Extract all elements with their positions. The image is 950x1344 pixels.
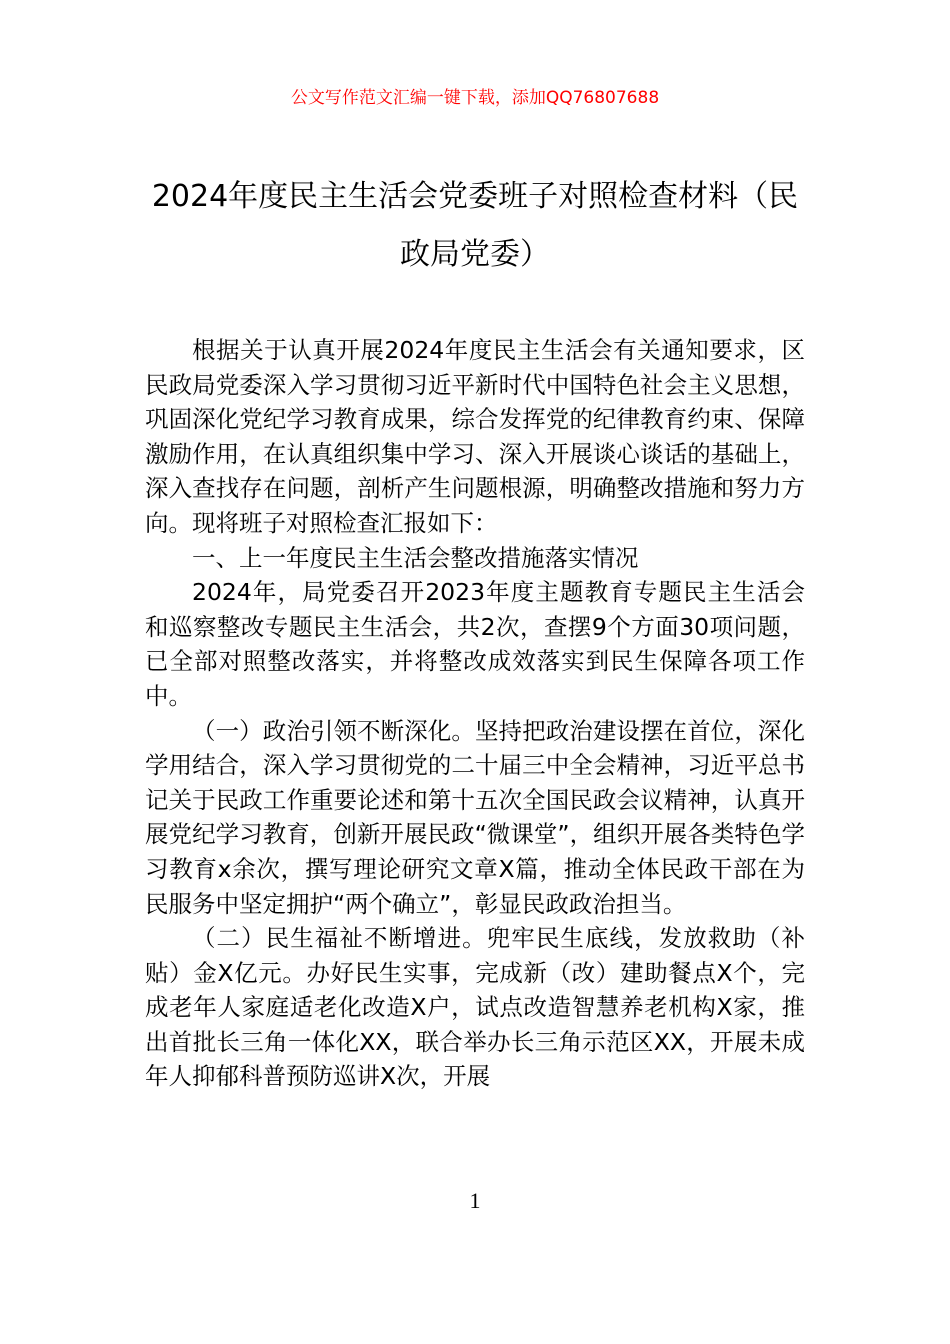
paragraph-intro: 根据关于认真开展2024年度民主生活会有关通知要求，区民政局党委深入学习贯彻习近平新时代中国特色社会主义思想，巩固深化党纪学习教育成果，综合发挥党的纪律教育约束、保障激励作用，在认真组织集中学习、深入开展谈心谈话的基础上，深入查找存在问题，剖析产生问题根源，明确整改措施和努力方向。现将班子对照检查汇报如下： bbox=[145, 336, 805, 537]
paragraph-summary: 2024年，局党委召开2023年度主题教育专题民主生活会和巡察整改专题民主生活会，共2次，查摆9个方面30项问题，已全部对照整改落实，并将整改成效落实到民生保障各项工作中。 bbox=[145, 578, 805, 710]
document-title: 2024年度民主生活会党委班子对照检查材料（民政局党委） bbox=[151, 179, 799, 272]
page-number: 1 bbox=[469, 1188, 481, 1213]
paragraph-political: （一）政治引领不断深化。坚持把政治建设摆在首位，深化学用结合，深入学习贯彻党的二十届三中全会精神，习近平总书记关于民政工作重要论述和第十五次全国民政会议精神，认真开展党纪学习教育，创新开展民政“微课堂”，组织开展各类特色学习教育x余次，撰写理论研究文章X篇，推动全体民政干部在为民服务中坚定拥护“两个确立”，彰显民政政治担当。 bbox=[145, 716, 805, 918]
document-body bbox=[145, 333, 805, 1094]
header-note: 公文写作范文汇编一键下载，添加QQ76807688 bbox=[290, 88, 660, 108]
section-heading-1: 一、上一年度民主生活会整改措施落实情况 bbox=[192, 543, 639, 572]
paragraph-livelihood: （二）民生福祉不断增进。兜牢民生底线，发放救助（补贴）金X亿元。办好民生实事，完成新（改）建助餐点X个，完成老年人家庭适老化改造X户，试点改造智慧养老机构X家，推出首批长三角一体化XX，联合举办长三角示范区XX，开展未成年人抑郁科普预防巡讲X次，开展 bbox=[145, 924, 805, 1091]
